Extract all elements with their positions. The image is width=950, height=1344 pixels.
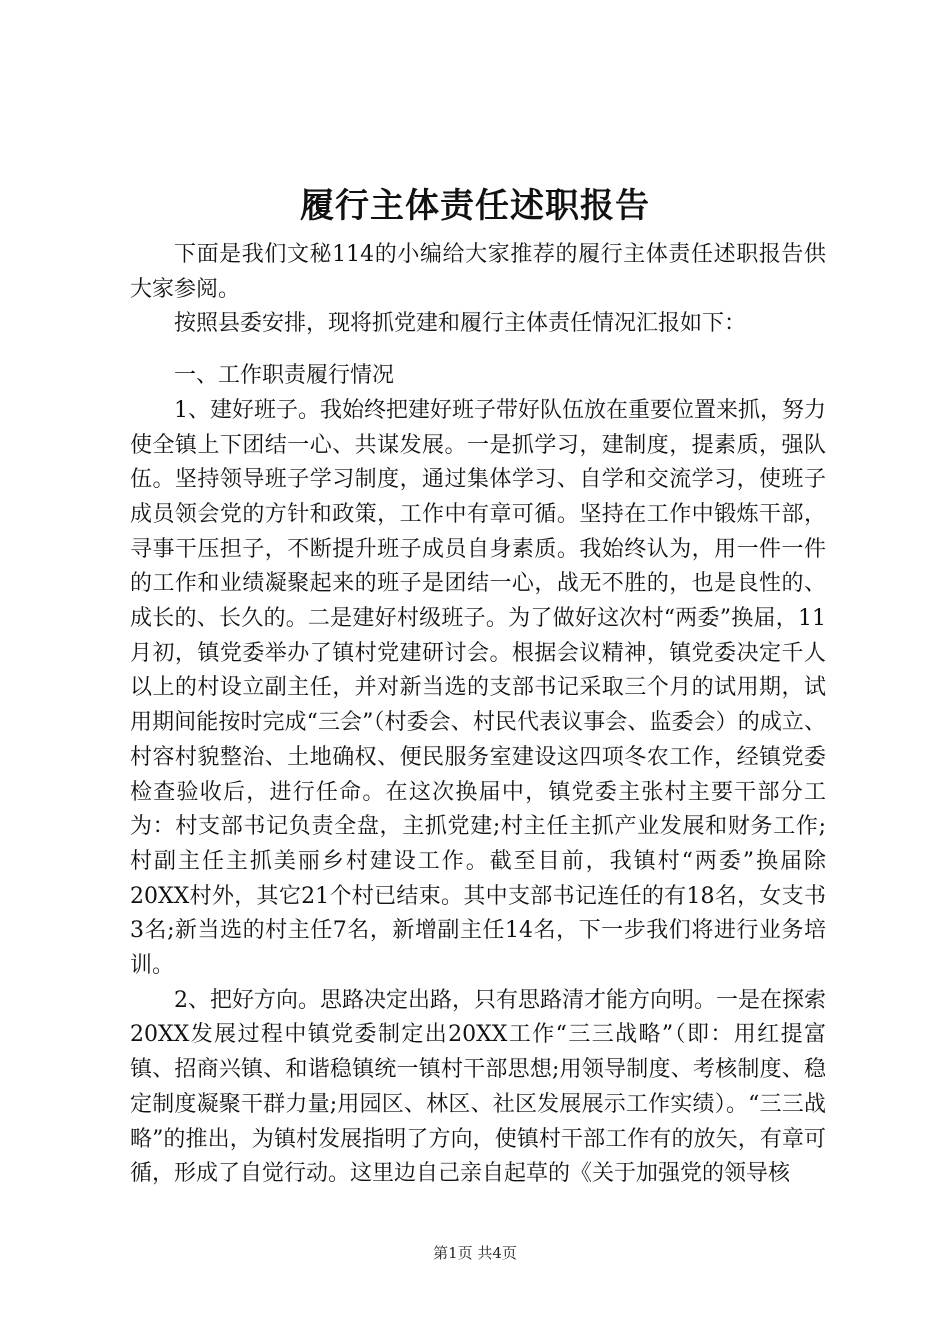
body-paragraph-2: 2、把好方向。思路决定出路，只有思路清才能方向明。一是在探索20XX发展过程中镇党委制定出20XX工作“三三战略”（即：用红提富镇、招商兴镇、和谐稳镇统一镇村干部思想;用领导制度、考核制度、稳定制度凝聚干群力量;用园区、林区、社区发展展示工作实绩）。“三三战略”的推出，为镇村发展指明了方向，使镇村干部工作有的放矢，有章可循，形成了自觉行动。这里边自己亲自起草的《关于加强党的领导核 <box>130 987 826 1187</box>
preface-paragraph: 按照县委安排，现将抓党建和履行主体责任情况汇报如下： <box>174 311 747 337</box>
intro-paragraph: 下面是我们文秘114的小编给大家推荐的履行主体责任述职报告供大家参阅。 <box>130 242 826 302</box>
section-heading: 一、工作职责履行情况 <box>174 363 395 389</box>
body-paragraph-1: 1、建好班子。我始终把建好班子带好队伍放在重要位置来抓，努力使全镇上下团结一心、共谋发展。一是抓学习，建制度，提素质，强队伍。坚持领导班子学习制度，通过集体学习、自学和交流学习，使班子成员领会党的方针和政策，工作中有章可循。坚持在工作中锻炼干部，寻事干压担子，不断提升班子成员自身素质。我始终认为，用一件一件的工作和业绩凝聚起来的班子是团结一心，战无不胜的，也是良性的、成长的、长久的。二是建好村级班子。为了做好这次村“两委”换届，11月初，镇党委举办了镇村党建研讨会。根据会议精神，镇党委决定千人以上的村设立副主任，并对新当选的支部书记采取三个月的试用期，试用期间能按时完成“三会”（村委会、村民代表议事会、监委会）的成立、村容村貌整治、土地确权、便民服务室建设这四项冬农工作，经镇党委检查验收后，进行任命。在这次换届中，镇党委主张村主要干部分工为：村支部书记负责全盘，主抓党建;村主任主抓产业发展和财务工作;村副主任主抓美丽乡村建设工作。截至目前，我镇村“两委”换届除20XX村外，其它21个村已结束。其中支部书记连任的有18名，女支书3名;新当选的村主任7名，新增副主任14名，下一步我们将进行业务培训。 <box>130 397 826 979</box>
page-footer: 第1页 共4页 <box>433 1244 517 1262</box>
document-title: 履行主体责任述职报告 <box>300 186 650 226</box>
document-body <box>130 238 826 1192</box>
